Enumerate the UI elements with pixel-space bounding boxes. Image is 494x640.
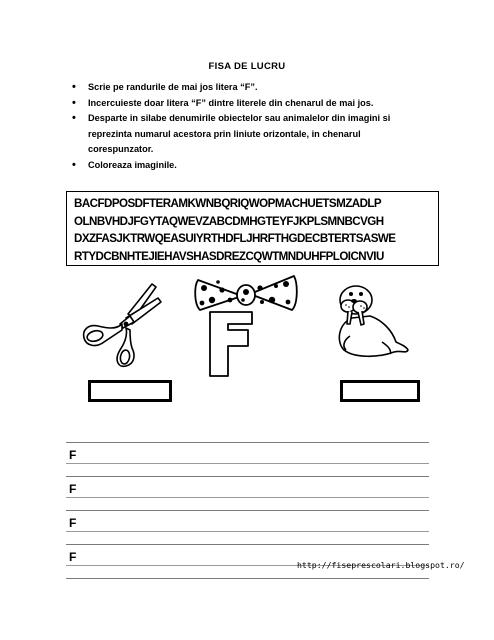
midline [66, 463, 429, 464]
writing-row[interactable] [66, 510, 429, 544]
instructions-list [68, 80, 428, 173]
bottom-line [66, 578, 429, 579]
answer-box-scissors[interactable] [88, 380, 172, 402]
letters-row: RTYDCBNHTEJIEHAVSHASDREZCQWTMNDUHFPLOICNVIU [74, 249, 384, 263]
writing-row-letter: F [69, 448, 77, 462]
scissors-icon [76, 278, 168, 370]
writing-row-letter: F [69, 550, 77, 564]
letters-row: BACFDPOSDFTERAMKWNBQRIQWOPMACHUETSMZADLP [74, 197, 382, 210]
writing-row[interactable] [66, 442, 429, 476]
page-title: FISA DE LUCRU [208, 61, 286, 72]
letter-f-bow-icon [190, 272, 302, 380]
walrus-icon [330, 280, 410, 360]
instruction-item: • Scrie pe randurile de mai jos litera “F”. [68, 80, 428, 96]
midline [66, 531, 429, 532]
letters-row: DXZFASJKTRWQEASUIYRTHDFLJHRFTHGDECBTERTSASWE [74, 232, 396, 245]
letters-box[interactable] [66, 191, 439, 266]
midline [66, 497, 429, 498]
answer-box-walrus[interactable] [340, 380, 420, 402]
writing-lines[interactable] [66, 442, 429, 579]
instruction-item: • Incercuieste doar litera “F” dintre literele din chenarul de mai jos. [68, 96, 428, 112]
instruction-item: • Desparte in silabe denumirile obiectelor sau animalelor din imagini si reprezinta numarul acestora prin liniute orizontale, in chenarul corespunzator. [68, 111, 428, 158]
writing-row-letter: F [69, 482, 77, 496]
footer-url: http://fiseprescolari.blogspot.ro/ [297, 560, 465, 570]
letters-row: OLNBVHDJFGYTAQWEVZABCDMHGTEYFJKPLSMNBCVGH [74, 214, 384, 228]
writing-row[interactable] [66, 476, 429, 510]
writing-row-letter: F [69, 516, 77, 530]
instruction-item: • Coloreaza imaginile. [68, 158, 428, 174]
